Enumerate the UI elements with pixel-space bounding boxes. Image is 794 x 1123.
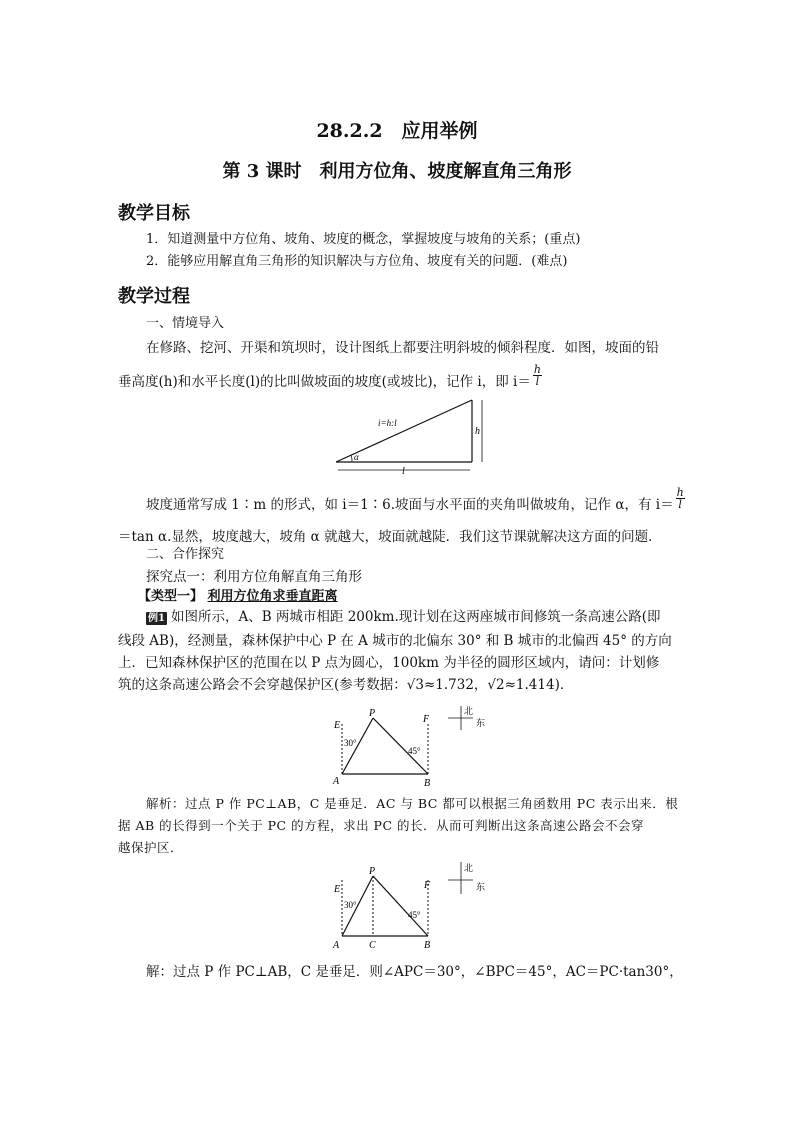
analysis-line2: 据 AB 的长得到一个关于 PC 的方程，求出 PC 的长．从而可判断出这条高速公路会不会穿 [118,818,645,833]
east-label-2: 东 [476,882,486,892]
label-e: E [334,720,341,731]
slope-paragraph-line1 [146,486,685,513]
slope-fraction-2 [676,487,685,510]
intro-line2-text: 垂高度(h)和水平长度(l)的比叫做坡面的坡度(或坡比)，记作 i，即 i＝ [118,374,531,390]
alpha-arc [351,455,352,462]
h-label: h [475,426,480,437]
angle-30-label: 30° [344,738,357,748]
angle-45-label-2: 45° [408,910,421,920]
north-label: 北 [464,706,474,716]
angle-45-label: 45° [408,746,421,756]
fraction-numerator: h [533,363,541,376]
north-label-2: 北 [464,863,474,873]
type1-title: 利用方位角求垂直距离 [207,589,338,604]
example-line4: 筑的这条高速公路会不会穿越保护区(参考数据：√3≈1.732，√2≈1.414)． [118,677,574,693]
label-f-2: F [424,880,431,891]
analysis-line3: 越保护区． [118,840,184,855]
part2-label: 二、合作探究 [146,547,225,562]
process-heading: 教学过程 [118,286,190,307]
example-line1 [146,605,661,625]
slope-line1-text: 坡度通常写成 1∶m 的形式，如 i＝1∶6.坡面与水平面的夹角叫做坡角，记作 α，有 i＝ [146,497,674,513]
segment-pb-2 [373,876,428,936]
example-line1-text: 如图所示，A、B 两城市相距 200km.现计划在这两座城市间修筑一条高速公路(即 [170,609,661,625]
label-p-2: P [369,866,376,877]
slope-fraction [533,364,542,387]
fraction-denominator-2: l [678,498,682,511]
l-label: l [402,466,405,476]
goal-item-1: 1．知道测量中方位角、坡角、坡度的概念，掌握坡度与坡角的关系；(重点) [146,232,581,247]
type1-heading [138,585,338,604]
goals-heading: 教学目标 [118,203,190,224]
alpha-label: α [354,452,359,462]
label-e-2: E [334,884,341,895]
intro-paragraph-line1: 在修路、挖河、开渠和筑坝时，设计图纸上都要注明斜坡的倾斜程度．如图，坡面的铅 [146,340,659,356]
example-line2: 线段 AB)，经测量，森林保护中心 P 在 A 城市的北偏东 30° 和 B 城市的北偏西 45° 的方向 [118,633,672,649]
example-badge: 例1 [148,613,165,624]
bearing-figure-2 [328,858,498,950]
label-c: C [369,940,376,950]
intro-paragraph-line2 [118,363,542,390]
explore-point-1: 探究点一：利用方位角解直角三角形 [146,569,362,585]
analysis-line1: 解析：过点 P 作 PC⊥AB，C 是垂足．AC 与 BC 都可以根据三角函数用 PC 表示出来．根 [146,796,679,811]
slope-paragraph-line2: ＝tan α.显然，坡度越大，坡角 α 就越大，坡面就越陡．我们这节课就解决这方面的问题． [118,529,662,545]
solution-line1: 解：过点 P 作 PC⊥AB，C 是垂足．则∠APC＝30°，∠BPC＝45°，AC＝PC·tan30°， [146,964,683,980]
label-b-2: B [424,940,431,950]
slope-ratio-label: i=h:l [378,418,397,428]
label-b: B [424,778,431,789]
fraction-numerator-2: h [676,486,684,499]
part1-label: 一、情境导入 [146,316,225,331]
slope-figure [330,392,490,476]
lesson-subtitle: 第 3 课时 利用方位角、坡度解直角三角形 [222,161,572,182]
label-a-2: A [333,940,340,950]
label-f: F [423,714,430,725]
lesson-title: 28.2.2 应用举例 [316,120,478,142]
example-line3: 上．已知森林保护区的范围在以 P 点为圆心，100km 为半径的圆形区域内，请问：计划修 [118,655,660,671]
label-a: A [333,776,340,787]
angle-30-label-2: 30° [344,900,357,910]
bearing-figure-1 [328,706,498,790]
label-p: P [369,708,376,719]
east-label: 东 [476,718,486,728]
goal-item-2: 2．能够应用解直角三角形的知识解决与方位角、坡度有关的问题．(难点) [146,254,568,269]
fraction-denominator: l [535,375,540,388]
type1-bracket: 【类型一】 [138,589,204,604]
